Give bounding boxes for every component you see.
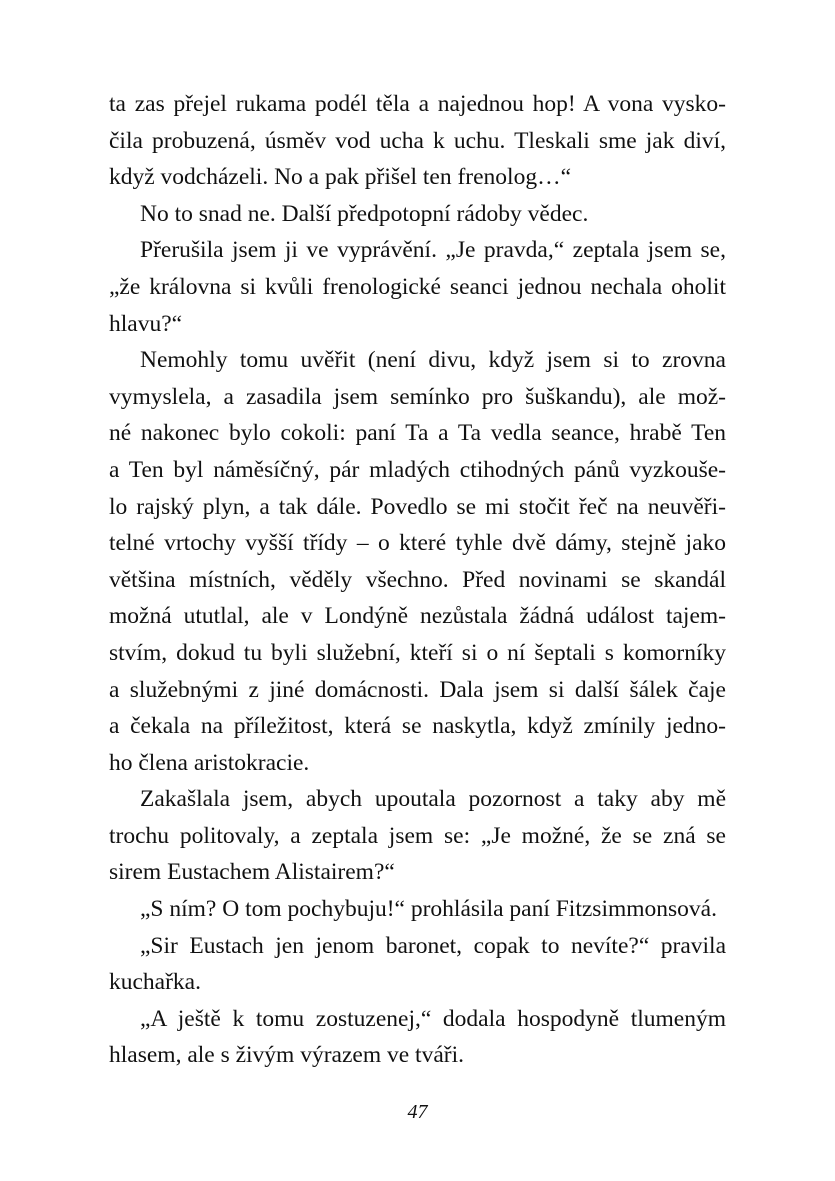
paragraph	[109, 86, 726, 196]
text-line: a Ten byl náměsíčný, pár mladých ctihodných pánů vyzkouše-	[109, 456, 726, 483]
page-number: 47	[407, 1101, 428, 1123]
paragraph	[109, 928, 726, 1001]
paragraph	[109, 1001, 726, 1074]
text-line: sirem Eustachem Alistairem?“	[109, 859, 395, 886]
text-line: ta zas přejel rukama podél těla a najednou hop! A vona vysko-	[109, 91, 726, 117]
text-line: hlavu?“	[109, 310, 183, 337]
text-line: Zakašlala jsem, abych upoutala pozornost a taky aby mě	[140, 786, 726, 813]
text-line: hlasem, ale s živým výrazem ve tváři.	[109, 1042, 464, 1069]
text-line: stvím, dokud tu byli služební, kteří si o ní šeptali s komorníky	[109, 639, 726, 666]
text-line: Přerušila jsem ji ve vyprávění. „Je pravda,“ zeptala jsem se,	[140, 237, 726, 264]
paragraph	[109, 891, 726, 928]
text-line: telné vrtochy vyšší třídy – o které tyhle dvě dámy, stejně jako	[109, 530, 726, 557]
text-line: možná ututlal, ale v Londýně nezůstala žádná událost tajem-	[109, 603, 726, 630]
text-line: když vodcházeli. No a pak přišel ten frenolog…“	[109, 164, 572, 191]
text-line: „S ním? O tom pochybuju!“ prohlásila paní Fitzsimmonsová.	[140, 896, 717, 923]
paragraph	[109, 342, 726, 781]
text-line: né nakonec bylo cokoli: paní Ta a Ta vedla seance, hrabě Ten	[109, 420, 726, 447]
text-line: vymyslela, a zasadila jsem semínko pro šuškandu), ale mož-	[109, 383, 726, 410]
text-line: „A ještě k tomu zostuzenej,“ dodala hospodyně tlumeným	[140, 1005, 726, 1032]
text-line: a čekala na příležitost, která se naskytla, když zmínily jedno-	[109, 713, 726, 740]
text-line: a služebnými z jiné domácnosti. Dala jsem si další šálek čaje	[109, 676, 726, 703]
paragraph	[109, 232, 726, 342]
text-line: No to snad ne. Další předpotopní rádoby vědec.	[140, 200, 589, 227]
text-line: většina místních, věděly všechno. Před novinami se skandál	[109, 566, 726, 593]
paragraph	[109, 196, 726, 233]
text-line: „že královna si kvůli frenologické seanci jednou nechala oholit	[109, 273, 726, 300]
text-line: lo rajský plyn, a tak dále. Povedlo se mi stočit řeč na neuvěři-	[109, 493, 726, 520]
text-line: ho člena aristokracie.	[109, 749, 310, 776]
paragraph	[109, 781, 726, 891]
text-line: kuchařka.	[109, 969, 201, 996]
text-line: „Sir Eustach jen jenom baronet, copak to nevíte?“ pravila	[140, 932, 726, 959]
text-line: Nemohly tomu uvěřit (není divu, když jsem si to zrovna	[140, 347, 726, 374]
text-line: trochu politovaly, a zeptala jsem se: „Je možné, že se zná se	[109, 822, 726, 849]
text-line: čila probuzená, úsměv vod ucha k uchu. Tleskali sme jak diví,	[109, 127, 726, 154]
book-page-text	[109, 86, 726, 1074]
